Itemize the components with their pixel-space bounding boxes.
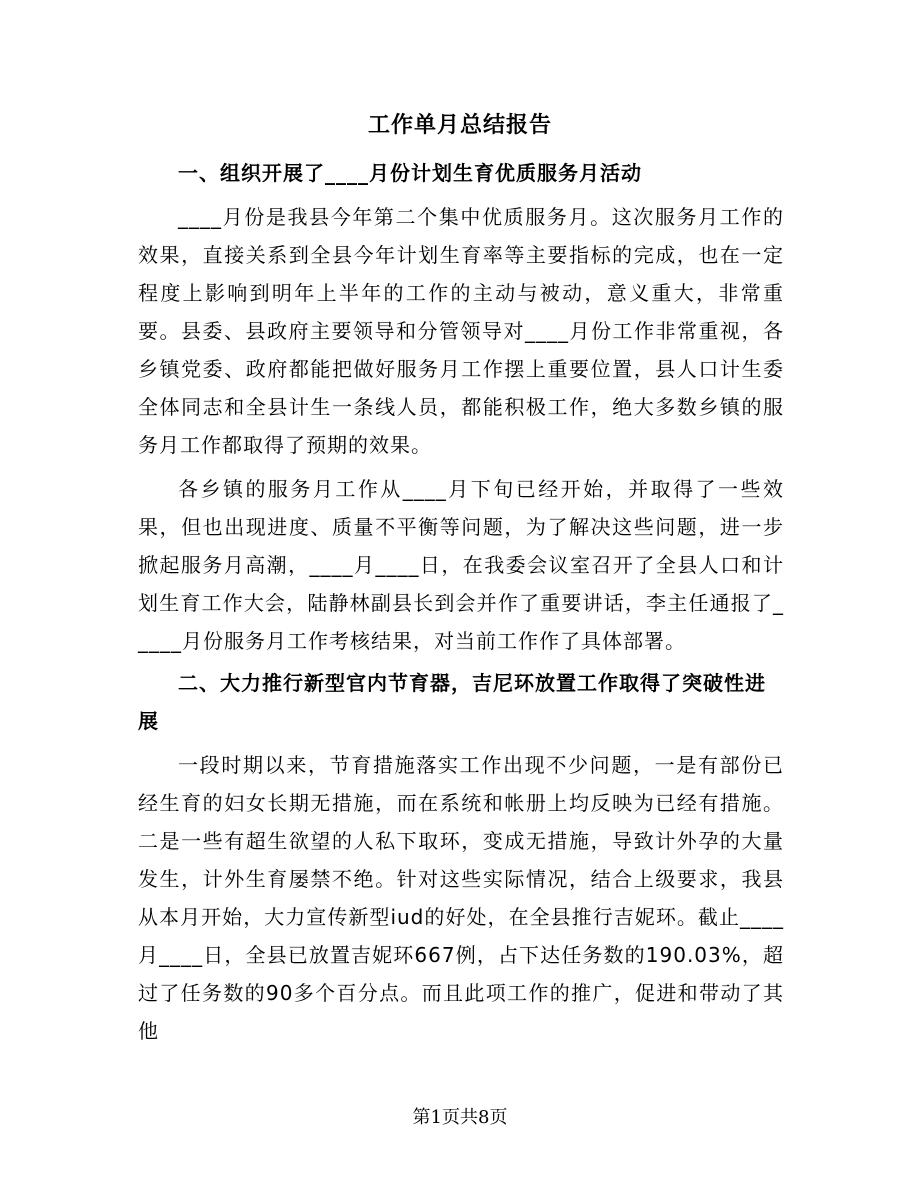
paragraph-2-1: 一段时期以来，节育措施落实工作出现不少问题，一是有部份已经生育的妇女长期无措施，而在系统和帐册上均反映为已经有措施。二是一些有超生欲望的人私下取环，变成无措施，导致计外孕的大量发生，计外生育屡禁不绝。针对这些实际情况，结合上级要求，我县从本月开始，大力宣传新型iud的好处，在全县推行吉妮环。截止____月____日，全县已放置吉妮环667例，占下达任务数的190.03%，超过了任务数的90多个百分点。而且此项工作的推广，促进和带动了其他 bbox=[138, 753, 784, 1043]
paragraph-1-2: 各乡镇的服务月工作从____月下旬已经开始，并取得了一些效果，但也出现进度、质量不平衡等问题，为了解决这些问题，进一步掀起服务月高潮，____月____日，在我委会议室召开了全县人口和计划生育工作大会，陆静林副县长到会并作了重要讲话，李主任通报了_____月份服务月工作考核结果，对当前工作作了具体部署。 bbox=[138, 477, 784, 653]
section-heading-2: 二、大力推行新型官内节育器，吉尼环放置工作取得了突破性进展 bbox=[138, 671, 766, 733]
document-title: 工作单月总结报告 bbox=[367, 113, 552, 138]
section-heading-1: 一、组织开展了____月份计划生育优质服务月活动 bbox=[178, 161, 642, 185]
document-body bbox=[138, 152, 784, 1052]
page-number: 第1页共8页 bbox=[412, 1107, 508, 1128]
paragraph-1-1: ____月份是我县今年第二个集中优质服务月。这次服务月工作的效果，直接关系到全县今年计划生育率等主要指标的完成，也在一定程度上影响到明年上半年的工作的主动与被动，意义重大，非常重要。县委、县政府主要领导和分管领导对____月份工作非常重视，各乡镇党委、政府都能把做好服务月工作摆上重要位置，县人口计生委全体同志和全县计生一条线人员，都能积极工作，绝大多数乡镇的服务月工作都取得了预期的效果。 bbox=[138, 205, 784, 457]
